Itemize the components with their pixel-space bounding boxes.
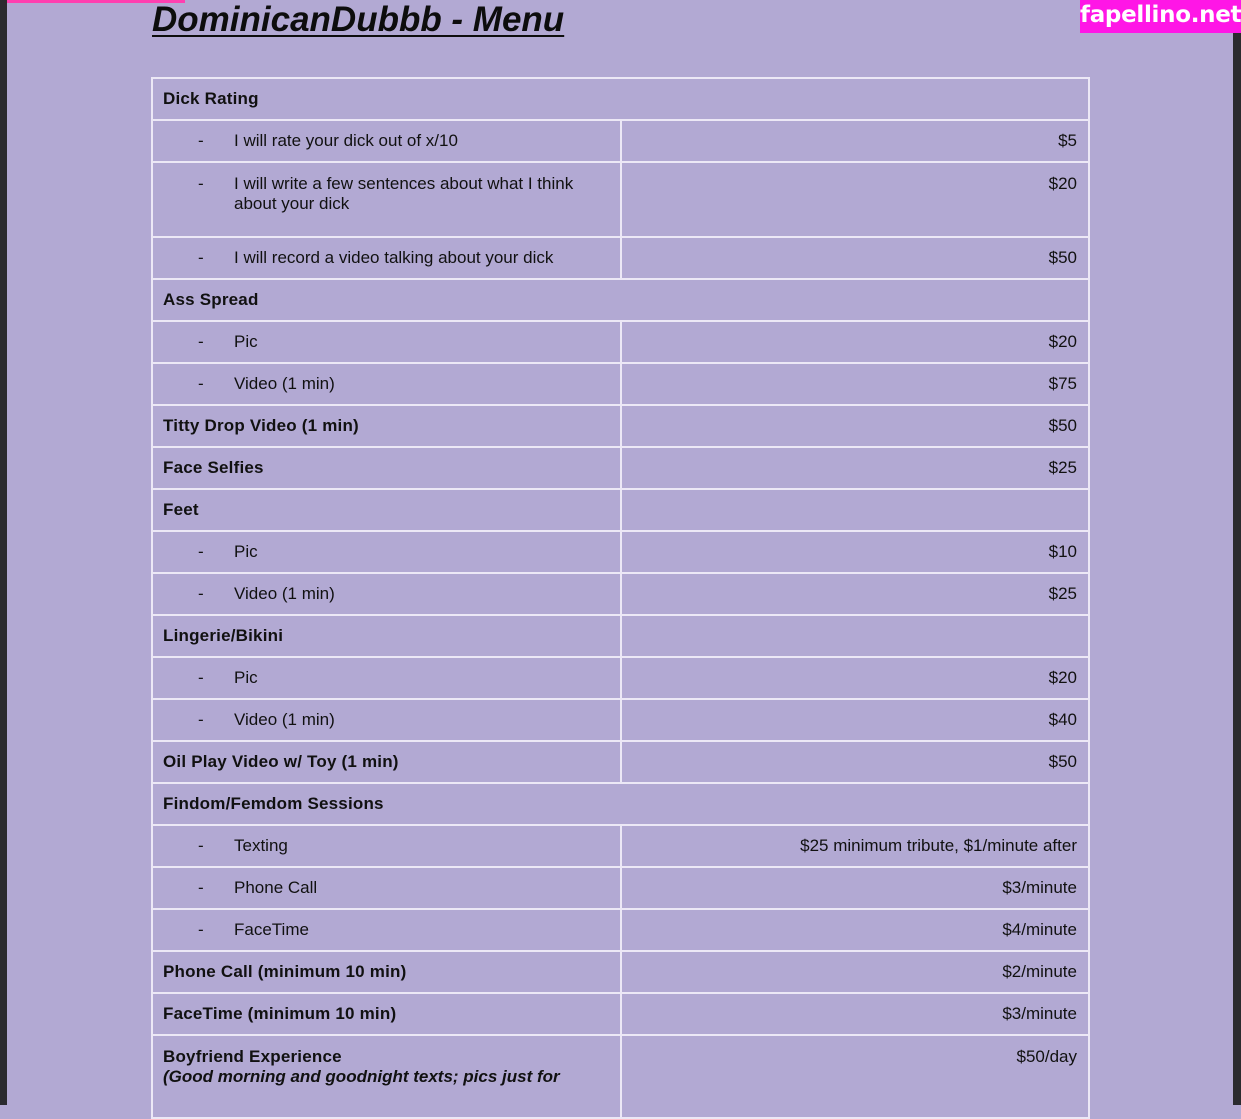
table-row [152, 405, 1089, 447]
category-label: Feet [163, 500, 199, 519]
bullet-dash: - [198, 332, 204, 351]
table-row [152, 741, 1089, 783]
price-cell [621, 1035, 1090, 1118]
category-label-cell [152, 993, 621, 1035]
bullet-dash: - [198, 878, 204, 897]
price-value: $3/minute [1002, 878, 1077, 897]
category-label-cell [152, 405, 621, 447]
table-row [152, 825, 1089, 867]
item-label-cell [152, 531, 621, 573]
right-window-edge [1233, 0, 1241, 1105]
price-cell [621, 951, 1090, 993]
table-row [152, 363, 1089, 405]
table-row [152, 321, 1089, 363]
item-label: I will rate your dick out of x/10 [234, 131, 458, 150]
section-header: Ass Spread [152, 279, 1089, 321]
price-cell [621, 363, 1090, 405]
watermark: fapellino.net [1080, 0, 1241, 33]
price-cell [621, 405, 1090, 447]
table-row [152, 699, 1089, 741]
bullet-dash: - [198, 542, 204, 561]
bullet-dash: - [198, 374, 204, 393]
price-value: $25 minimum tribute, $1/minute after [800, 836, 1077, 855]
bullet-dash: - [198, 248, 204, 267]
table-row [152, 237, 1089, 279]
table-row [152, 162, 1089, 237]
price-cell [621, 162, 1090, 237]
category-label: Boyfriend Experience [163, 1047, 342, 1066]
category-label-cell [152, 489, 621, 531]
table-row [152, 447, 1089, 489]
category-label-cell [152, 741, 621, 783]
price-value: $20 [1048, 668, 1077, 687]
bullet-dash: - [198, 584, 204, 603]
price-value: $10 [1048, 542, 1077, 561]
price-value: $5 [1058, 131, 1077, 150]
item-label: Video (1 min) [234, 710, 335, 729]
item-label-cell [152, 363, 621, 405]
item-label: Pic [234, 668, 258, 687]
item-label: FaceTime [234, 920, 309, 939]
item-label-cell [152, 867, 621, 909]
table-row [152, 78, 1089, 120]
price-value: $25 [1048, 458, 1077, 477]
price-value: $20 [1048, 174, 1077, 193]
price-cell [621, 909, 1090, 951]
table-row [152, 951, 1089, 993]
price-value: $40 [1048, 710, 1077, 729]
price-value: $20 [1048, 332, 1077, 351]
category-label: Face Selfies [163, 458, 264, 477]
price-value: $75 [1048, 374, 1077, 393]
price-cell [621, 615, 1090, 657]
category-label: Lingerie/Bikini [163, 626, 284, 645]
category-label: FaceTime (minimum 10 min) [163, 1004, 397, 1023]
price-cell [621, 657, 1090, 699]
item-label: I will record a video talking about your dick [234, 248, 554, 267]
bullet-dash: - [198, 920, 204, 939]
item-label: Phone Call [234, 878, 318, 897]
table-row [152, 1035, 1089, 1118]
price-value: $25 [1048, 584, 1077, 603]
item-label: Pic [234, 542, 258, 561]
price-cell [621, 321, 1090, 363]
price-value: $2/minute [1002, 962, 1077, 981]
table-row [152, 867, 1089, 909]
category-label: Titty Drop Video (1 min) [163, 416, 359, 435]
price-menu-table [151, 77, 1090, 1119]
left-window-edge [0, 0, 7, 1105]
table-row [152, 531, 1089, 573]
price-cell [621, 237, 1090, 279]
item-label-cell [152, 909, 621, 951]
category-label: Oil Play Video w/ Toy (1 min) [163, 752, 399, 771]
section-header: Dick Rating [152, 78, 1089, 120]
table-row [152, 573, 1089, 615]
table-row [152, 993, 1089, 1035]
item-label-cell [152, 657, 621, 699]
price-value: $3/minute [1002, 1004, 1077, 1023]
price-cell [621, 993, 1090, 1035]
category-label-cell [152, 615, 621, 657]
price-cell [621, 573, 1090, 615]
item-label: Video (1 min) [234, 374, 335, 393]
item-label-cell [152, 120, 621, 162]
category-label-cell [152, 447, 621, 489]
item-label-cell [152, 699, 621, 741]
price-cell [621, 489, 1090, 531]
section-header: Findom/Femdom Sessions [152, 783, 1089, 825]
category-label-cell [152, 951, 621, 993]
price-value: $50 [1048, 416, 1077, 435]
price-cell [621, 699, 1090, 741]
price-cell [621, 120, 1090, 162]
price-value: $50/day [1016, 1047, 1077, 1066]
table-row [152, 909, 1089, 951]
table-row [152, 615, 1089, 657]
item-label: Pic [234, 332, 258, 351]
bullet-dash: - [198, 836, 204, 855]
page-title: DominicanDubbb - Menu [152, 0, 565, 39]
price-cell [621, 447, 1090, 489]
price-value: $50 [1048, 248, 1077, 267]
item-label-cell [152, 573, 621, 615]
bullet-dash: - [198, 710, 204, 729]
table-row [152, 657, 1089, 699]
item-label-cell [152, 162, 621, 237]
table-row [152, 489, 1089, 531]
price-cell [621, 867, 1090, 909]
table-row [152, 783, 1089, 825]
bullet-dash: - [198, 668, 204, 687]
category-label: Phone Call (minimum 10 min) [163, 962, 407, 981]
item-label-cell [152, 825, 621, 867]
price-value: $4/minute [1002, 920, 1077, 939]
price-cell [621, 741, 1090, 783]
bullet-dash: - [198, 174, 204, 193]
category-label-cell [152, 1035, 621, 1118]
table-row [152, 279, 1089, 321]
bullet-dash: - [198, 131, 204, 150]
item-label-cell [152, 237, 621, 279]
item-label: Video (1 min) [234, 584, 335, 603]
table-row [152, 120, 1089, 162]
category-note: (Good morning and goodnight texts; pics just for [163, 1067, 560, 1086]
price-cell [621, 531, 1090, 573]
item-label: I will write a few sentences about what I think about your dick [234, 174, 574, 213]
price-cell [621, 825, 1090, 867]
item-label: Texting [234, 836, 288, 855]
price-value: $50 [1048, 752, 1077, 771]
item-label-cell [152, 321, 621, 363]
